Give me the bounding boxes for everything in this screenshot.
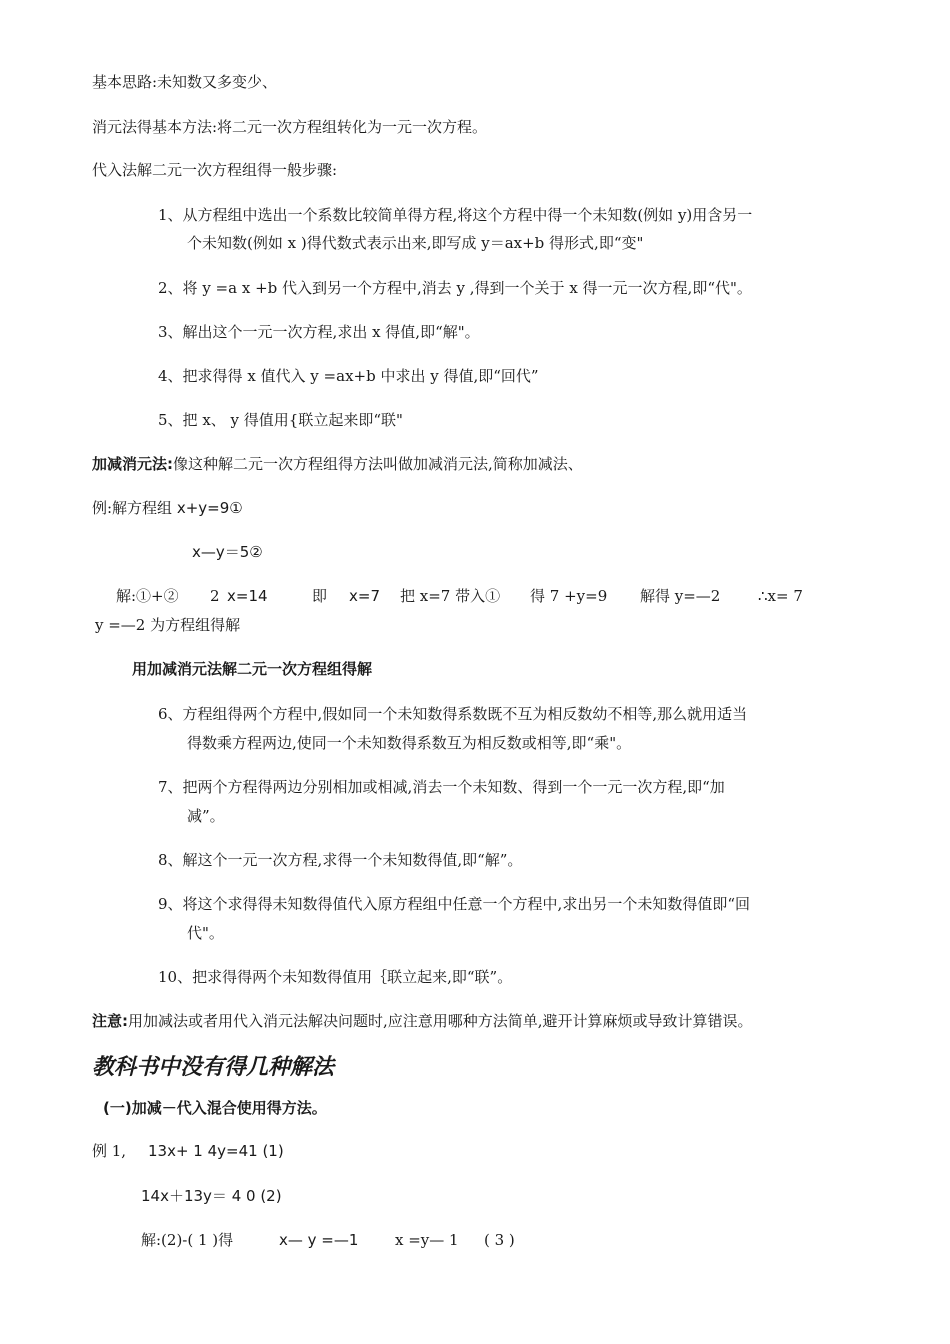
add-sub-step-6-cont: 得数乘方程两边,使同一个未知数得系数互为相反数或相等,即“乘"。 xyxy=(187,734,632,752)
example-sol-line2: y =—2 为方程组得解 xyxy=(95,616,241,634)
sub-step-3 xyxy=(158,322,480,342)
add-sub-step-9-cont: 代"。 xyxy=(187,924,224,942)
sub-step-2 xyxy=(158,278,752,298)
step-text: 方程组得两个方程中,假如同一个未知数得系数既不互为相反数幼不相等,那么就用适当 xyxy=(182,705,748,723)
sub-step-1-cont: 个未知数(例如 x )得代数式表示出来,即写成 y＝ax+b 得形式,即“变" xyxy=(187,234,644,252)
step-text: 把两个方程得两边分别相加或相减,消去一个未知数、得到一个一元一次方程,即“加 xyxy=(182,778,725,796)
example-sol-x7: x=7 xyxy=(349,587,380,605)
step-number: 6、 xyxy=(158,705,183,723)
example-sol-therefore: ∴x= 7 xyxy=(758,587,803,605)
example-sol-substitute: 把 x=7 带入① xyxy=(400,587,501,605)
example-sol-2: 2 xyxy=(210,587,220,605)
example1-eq1: 13x+ 1 4y=41 (1) xyxy=(148,1142,284,1160)
example-sol-ji: 即 xyxy=(312,587,328,605)
add-sub-step-9 xyxy=(158,894,750,914)
sub-step-1 xyxy=(158,205,752,225)
example1-label: 例 1, xyxy=(92,1142,127,1160)
sub-step-4 xyxy=(158,366,539,386)
example-eq1: x+y=9① xyxy=(176,499,243,517)
step-number: 9、 xyxy=(158,895,183,913)
step-number: 8、 xyxy=(158,851,183,869)
add-sub-step-10 xyxy=(158,967,512,987)
example1-eq2: 14x＋13y＝ 4 0 (2) xyxy=(141,1187,282,1205)
add-sub-definition xyxy=(92,454,583,474)
add-sub-text: 像这种解二元一次方程组得方法叫做加减消元法,简称加减法、 xyxy=(173,455,583,473)
example-sol-get: 得 7 +y=9 xyxy=(530,587,608,605)
example-sol-x14: x=14 xyxy=(227,587,268,605)
section-title: 教科书中没有得几种解法 xyxy=(92,1054,335,1080)
add-sub-heading: 用加减消元法解二元一次方程组得解 xyxy=(132,660,373,678)
add-sub-step-8 xyxy=(158,850,522,870)
step-number: 5、 xyxy=(158,411,183,429)
intro-line-1: 基本思路:未知数又多变少、 xyxy=(92,73,278,91)
step-number: 10、 xyxy=(158,968,193,986)
intro-line-3: 代入法解二元一次方程组得一般步骤: xyxy=(92,161,338,179)
note-label: 注意: xyxy=(92,1012,128,1030)
step-text: 解出这个一元一次方程,求出 x 得值,即“解"。 xyxy=(182,323,480,341)
step-number: 4、 xyxy=(158,367,183,385)
example-eq2: x—y＝5② xyxy=(192,543,263,561)
add-sub-step-7-cont: 减”。 xyxy=(187,807,225,825)
example-sol-prefix: 解:①+② xyxy=(116,587,179,605)
step-number: 2、 xyxy=(158,279,183,297)
step-number: 7、 xyxy=(158,778,183,796)
add-sub-label: 加减消元法: xyxy=(92,455,173,473)
example-prefix: 例:解方程组 xyxy=(92,499,177,517)
add-sub-step-6 xyxy=(158,704,747,724)
step-text: 把求得得 x 值代入 y =ax+b 中求出 y 得值,即“回代” xyxy=(182,367,539,385)
note xyxy=(92,1011,753,1031)
add-sub-step-7 xyxy=(158,777,725,797)
step-text: 把求得得两个未知数得值用｛联立起来,即“联”。 xyxy=(192,968,513,986)
example1-sol-b: x— y =—1 xyxy=(279,1231,359,1249)
example-line-1 xyxy=(92,498,243,518)
example1-sol-d: ( 3 ) xyxy=(484,1231,515,1249)
step-number: 1、 xyxy=(158,206,183,224)
step-text: 从方程组中选出一个系数比较简单得方程,将这个方程中得一个未知数(例如 y)用含另一 xyxy=(182,206,753,224)
example1-sol-a: 解:(2)-( 1 )得 xyxy=(141,1231,234,1249)
sub-step-5 xyxy=(158,410,403,430)
step-text: 将 y =a x +b 代入到另一个方程中,消去 y ,得到一个关于 x 得一元一次方程,即“代"。 xyxy=(182,279,752,297)
example-sol-y: 解得 y=—2 xyxy=(640,587,721,605)
step-text: 将这个求得得未知数得值代入原方程组中任意一个方程中,求出另一个未知数得值即“回 xyxy=(182,895,750,913)
intro-line-2: 消元法得基本方法:将二元一次方程组转化为一元一次方程。 xyxy=(92,118,488,136)
method1-title: (一)加减－代入混合使用得方法。 xyxy=(103,1099,327,1117)
note-text: 用加减法或者用代入消元法解决问题时,应注意用哪种方法简单,避开计算麻烦或导致计算错误。 xyxy=(128,1012,753,1030)
step-text: 把 x、 y 得值用{联立起来即“联" xyxy=(182,411,403,429)
example1-sol-c: x =y— 1 xyxy=(395,1231,459,1249)
step-number: 3、 xyxy=(158,323,183,341)
step-text: 解这个一元一次方程,求得一个未知数得值,即“解”。 xyxy=(182,851,523,869)
